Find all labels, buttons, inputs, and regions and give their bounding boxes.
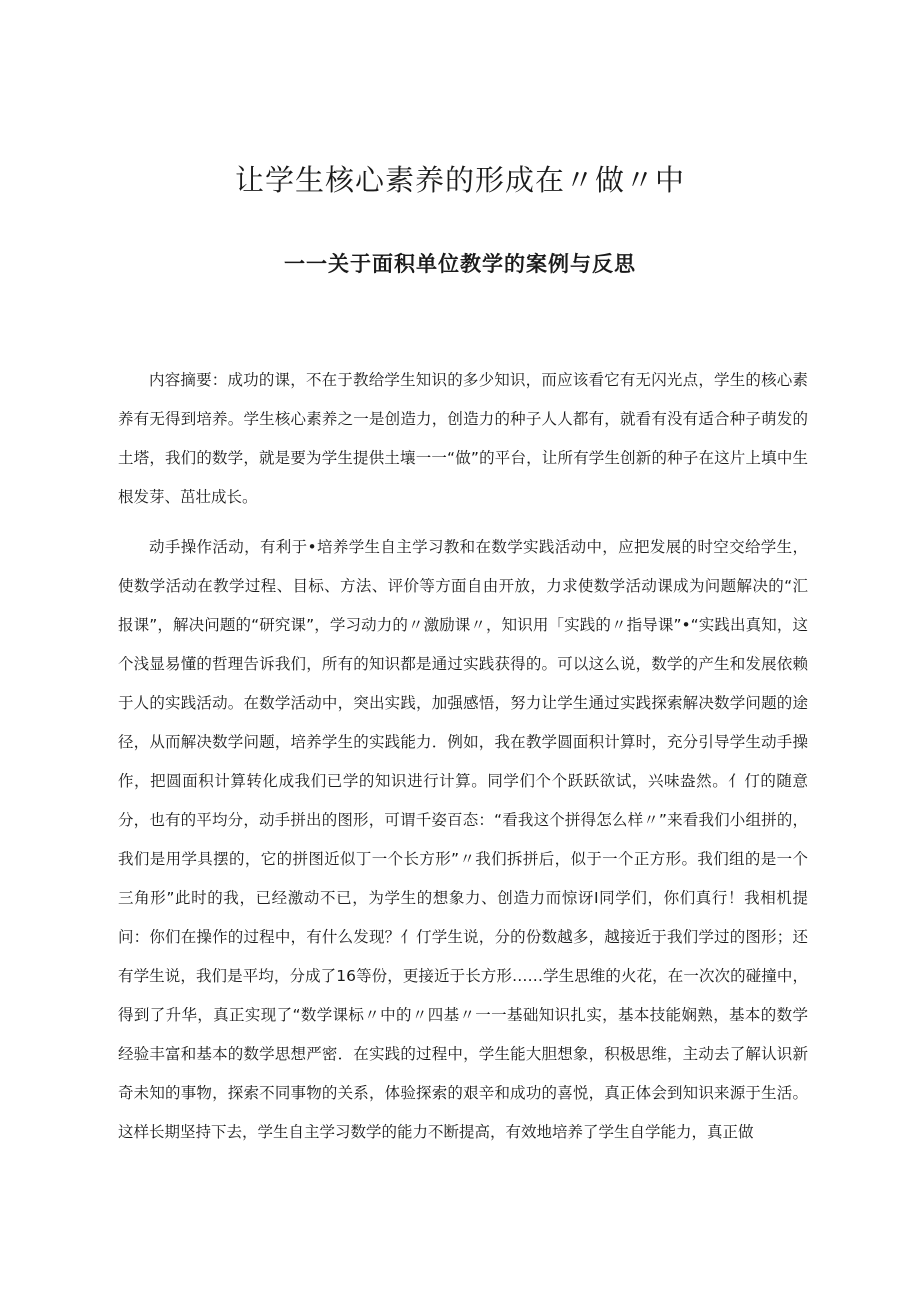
- document-title: 让学生核心素养的形成在〃做〃中: [234, 163, 685, 197]
- document-subtitle: 一一关于面积单位教学的案例与反思: [284, 252, 636, 276]
- abstract-paragraph: 内容摘要：成功的课，不在于教给学生知识的多少知识，而应该看它有无闪光点，学生的核心素养有无得到培养。学生核心素养之一是创造力，创造力的种子人人都有，就看有没有适合种子萌发的土塔，我们的数学，就是要为学生提供土壤一一“做”的平台，让所有学生创新的种子在这片上填中生根发芽、茁壮成长。: [118, 371, 808, 506]
- body-paragraph: 动手操作活动，有利于•培养学生自主学习教和在数学实践活动中，应把发展的时空交给学生，使数学活动在教学过程、目标、方法、评价等方面自由开放，力求使数学活动课成为问题解决的“汇报课”，解决问题的“研究课”，学习动力的〃激励课〃，知识用「实践的〃指导课”•“实践出真知，这个浅显易懂的哲理告诉我们，所有的知识都是通过实践获得的。可以这么说，数学的产生和发展依赖于人的实践活动。在数学活动中，突出实践，加强感悟，努力让学生通过实践探索解决数学问题的途径，从而解决数学问题，培养学生的实践能力．例如，我在教学圆面积计算时，充分引导学生动手操作，把圆面积计算转化成我们已学的知识进行计算。同学们个个跃跃欲试，兴味盎然。亻仃的随意分，也有的平均分，动手拼出的图形，可谓千姿百态：“看我这个拼得怎么样〃”来看我们小组拼的，我们是用学具摆的，它的拼图近似丁一个长方形”〃我们拆拼后，似于一个正方形。我们组的是一个三角形”此时的我，已经激动不已，为学生的想象力、创造力而惊讶I同学们，你们真行！我相机提问：你们在操作的过程中，有什么发现？亻仃学生说，分的份数越多，越接近于我们学过的图形；还有学生说，我们是平均，分成了16等份，更接近于长方形……学生思维的火花，在一次次的碰撞中，得到了升华，真正实现了“数学课标〃中的〃四基〃一一基础知识扎实，基本技能娴熟，基本的数学经验丰富和基本的数学思想严密．在实践的过程中，学生能大胆想象，积极思维，主动去了解认识新奇未知的事物，探索不同事物的关系，体验探索的艰辛和成功的喜悦，真正体会到知识来源于生活。这样长期坚持下去，学生自主学习数学的能力不断提高，有效地培养了学生自学能力，真正做: [118, 538, 808, 1141]
